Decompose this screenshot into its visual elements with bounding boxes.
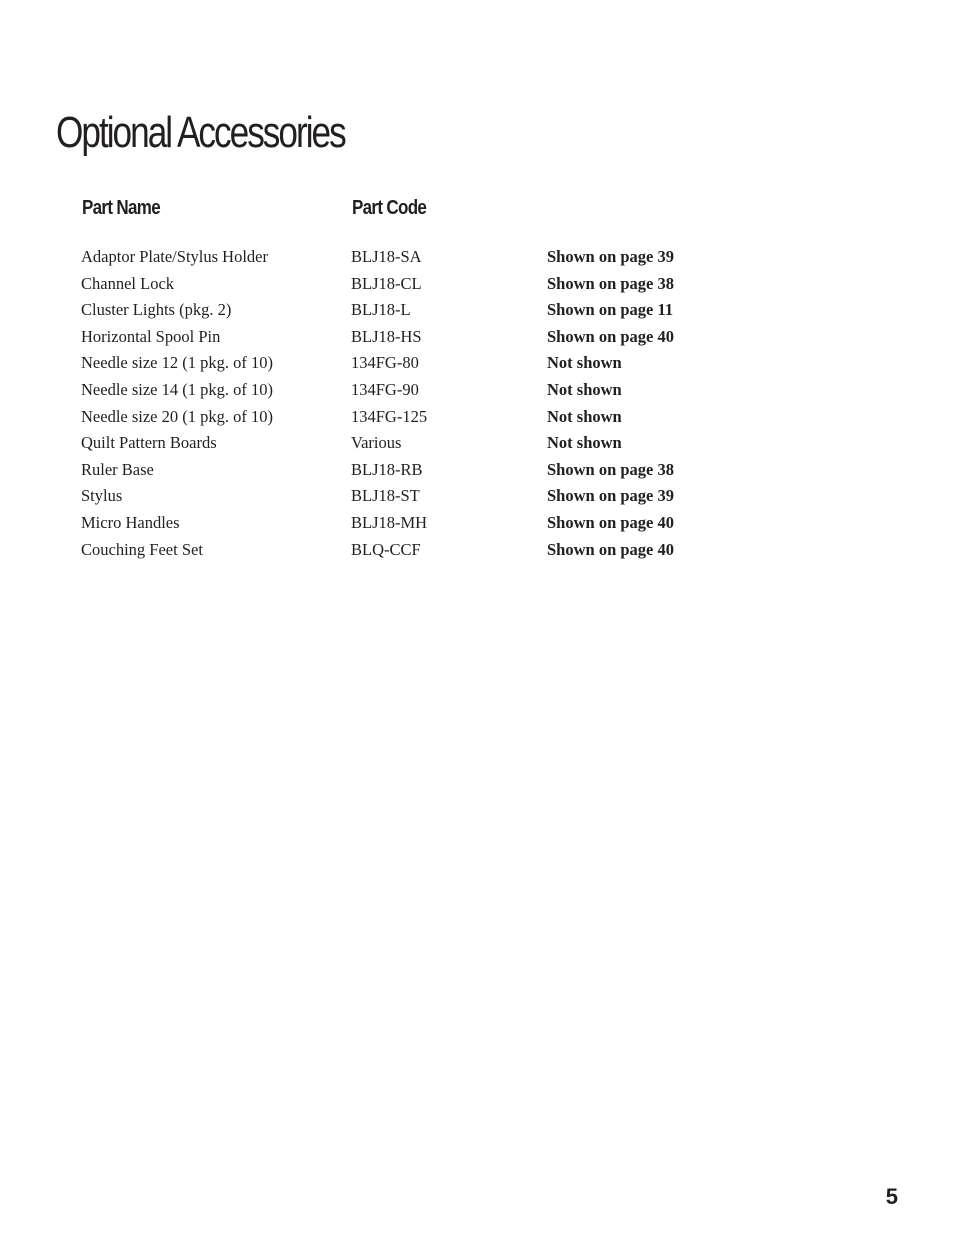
part-name-header: Part Name — [82, 197, 160, 219]
table-row — [0, 537, 954, 564]
part-code-cell: BLJ18-CL — [351, 273, 422, 293]
part-name-cell: Stylus — [81, 486, 123, 506]
part-code-cell: BLJ18-RB — [351, 459, 423, 479]
part-code-cell: 134FG-80 — [351, 353, 419, 373]
table-row — [0, 483, 954, 510]
page-reference-cell: Shown on page 38 — [547, 273, 674, 293]
table-row — [0, 430, 954, 457]
table-row — [0, 404, 954, 431]
page-reference-cell: Shown on page 38 — [547, 459, 674, 479]
part-name-cell: Needle size 14 (1 pkg. of 10) — [81, 379, 273, 399]
table-row — [0, 350, 954, 377]
table-row — [0, 510, 954, 537]
part-name-cell: Micro Handles — [81, 512, 180, 532]
part-code-cell: BLJ18-HS — [351, 326, 422, 346]
part-name-cell: Horizontal Spool Pin — [81, 326, 221, 346]
page-number: 5 — [885, 1184, 898, 1209]
part-name-cell: Quilt Pattern Boards — [81, 433, 217, 453]
page-reference-cell: Shown on page 40 — [547, 326, 674, 346]
part-code-cell: BLJ18-SA — [351, 247, 422, 266]
page-reference-cell: Not shown — [547, 353, 622, 373]
part-name-cell: Needle size 12 (1 pkg. of 10) — [81, 353, 273, 373]
part-name-cell: Needle size 20 (1 pkg. of 10) — [81, 406, 273, 426]
part-code-cell: BLJ18-MH — [351, 512, 428, 532]
part-name-cell: Adaptor Plate/Stylus Holder — [81, 247, 268, 266]
part-code-cell: BLJ18-L — [351, 300, 411, 320]
table-row — [0, 297, 954, 324]
page-reference-cell: Not shown — [547, 406, 622, 426]
part-name-cell: Couching Feet Set — [81, 539, 203, 559]
table-row — [0, 457, 954, 484]
page-reference-cell: Not shown — [547, 379, 622, 399]
part-name-cell: Ruler Base — [81, 459, 154, 479]
part-code-header: Part Code — [352, 197, 427, 219]
table-row — [0, 324, 954, 351]
part-code-cell: 134FG-90 — [351, 379, 419, 399]
page-reference-cell: Shown on page 11 — [547, 300, 674, 320]
page-reference-cell: Not shown — [547, 433, 622, 453]
part-code-cell: BLQ-CCF — [351, 539, 421, 559]
page-reference-cell: Shown on page 40 — [547, 512, 674, 532]
accessories-table — [0, 244, 954, 563]
part-code-cell: Various — [351, 433, 402, 453]
table-row — [0, 271, 954, 298]
table-row — [0, 377, 954, 404]
part-code-cell: BLJ18-ST — [351, 486, 420, 506]
part-name-cell: Channel Lock — [81, 273, 175, 293]
page-reference-cell: Shown on page 40 — [547, 539, 674, 559]
table-row — [0, 244, 954, 271]
page-title: Optional Accessories — [56, 108, 345, 157]
page-reference-cell: Shown on page 39 — [547, 486, 674, 506]
part-name-cell: Cluster Lights (pkg. 2) — [81, 300, 232, 320]
part-code-cell: 134FG-125 — [351, 406, 428, 426]
page-reference-cell: Shown on page 39 — [547, 247, 674, 266]
